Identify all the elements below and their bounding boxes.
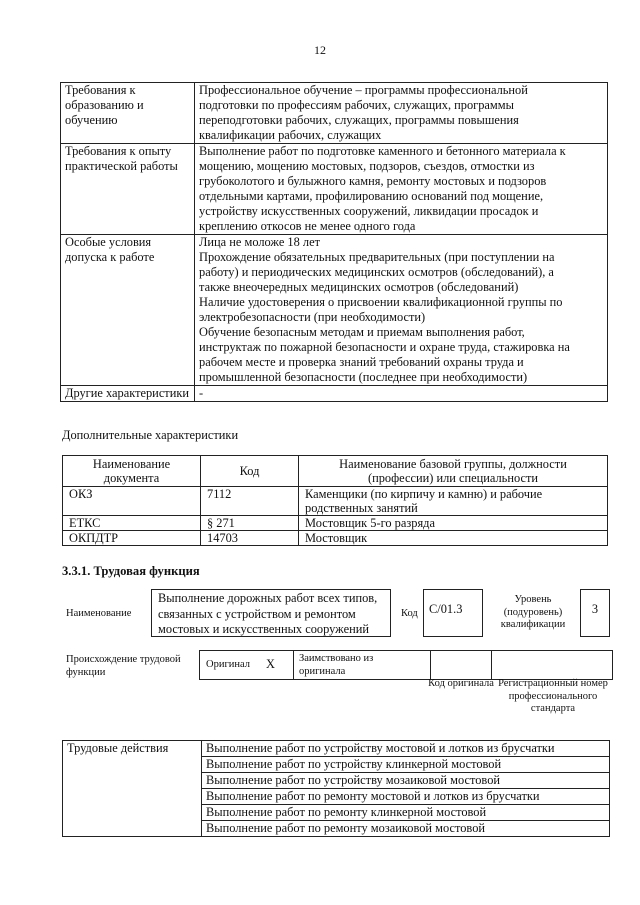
doc-cell: ЕТКС (63, 516, 201, 531)
requirement-line: также внеочередных медицинских осмотров (обследований) (199, 280, 519, 294)
requirement-line: инструктаж по пожарной безопасности и охране труда, стажировка на (199, 340, 570, 354)
doc-cell: ОКЗ (63, 487, 201, 516)
requirement-value (195, 83, 608, 144)
requirement-line: - (199, 386, 204, 400)
header-doc: Наименование документа (63, 456, 201, 487)
origin-box (199, 650, 613, 680)
requirement-line: Лица не моложе 18 лет (199, 235, 321, 249)
requirement-row (61, 386, 608, 402)
requirement-line: работу) и периодических медицинских осмотров (обследований), а (199, 265, 554, 279)
table-row (63, 516, 608, 531)
level-label: Уровень (подуровень) квалификации (500, 594, 566, 630)
requirement-line: креплению откосов не менее одного года (199, 219, 416, 233)
page-number: 12 (314, 43, 326, 57)
code-box: C/01.3 (423, 589, 483, 637)
requirement-value (195, 144, 608, 235)
requirement-line: отдельными картами, профилированию оснований под мощение, (199, 189, 544, 203)
actions-label: Трудовые действия (63, 741, 202, 837)
action-item: Выполнение работ по ремонту мозаиковой мостовой (202, 821, 610, 837)
origin-label: Происхождение трудовой функции (66, 654, 181, 678)
requirement-line: электробезопасности (при необходимости) (199, 310, 426, 324)
level-box: 3 (580, 589, 610, 637)
requirement-line: мощению, мощению мостовых, подзоров, съездов, отмостки из (199, 159, 535, 173)
reg-number-label: Регистрационный номер профессионального стандарта (498, 678, 608, 714)
divider (293, 651, 294, 679)
requirement-line: промышленной безопасности (последнее при необходимости) (199, 370, 528, 384)
requirement-row (61, 235, 608, 386)
header-group: Наименование базовой группы, должности (профессии) или специальности (299, 456, 608, 487)
code-original-label: Код оригинала (428, 678, 494, 689)
code-label: Код (401, 608, 418, 619)
requirement-line: Выполнение работ по подготовке каменного и бетонного материала к (199, 144, 566, 158)
function-heading: 3.3.1. Трудовая функция (62, 564, 200, 578)
requirement-label: Особые условия допуска к работе (61, 235, 195, 386)
requirement-line: устройству искусственных сооружений, ликвидации просадок и (199, 204, 539, 218)
action-item: Выполнение работ по устройству мостовой и лотков из брусчатки (202, 741, 610, 757)
name-label: Наименование (66, 608, 132, 619)
group-cell: Мостовщик (299, 531, 608, 546)
requirement-line: Прохождение обязательных предварительных (при поступлении на (199, 250, 555, 264)
requirements-table (60, 82, 608, 402)
code-cell: § 271 (201, 516, 299, 531)
requirement-label: Требования к опыту практической работы (61, 144, 195, 235)
doc-cell: ОКПДТР (63, 531, 201, 546)
requirement-line: квалификации рабочих, служащих (199, 128, 382, 142)
action-item: Выполнение работ по устройству мозаиковой мостовой (202, 773, 610, 789)
requirement-line: Профессиональное обучение – программы профессиональной (199, 83, 528, 97)
original-mark: X (266, 657, 275, 671)
group-cell: Каменщики (по кирпичу и камню) и рабочие родственных занятий (299, 487, 608, 516)
action-item: Выполнение работ по ремонту мостовой и лотков из брусчатки (202, 789, 610, 805)
action-item: Выполнение работ по ремонту клинкерной мостовой (202, 805, 610, 821)
requirement-row (61, 144, 608, 235)
requirement-line: Обучение безопасным методам и приемам выполнения работ, (199, 325, 525, 339)
requirement-label: Другие характеристики (61, 386, 195, 402)
actions-table (62, 740, 610, 837)
code-cell: 7112 (201, 487, 299, 516)
requirement-label: Требования к образованию и обучению (61, 83, 195, 144)
additional-caption: Дополнительные характеристики (62, 428, 239, 442)
additional-header-row (63, 456, 608, 487)
requirement-value (195, 386, 608, 402)
borrowed-label: Заимствовано из оригинала (299, 653, 374, 677)
additional-table (62, 455, 608, 546)
group-cell: Мостовщик 5-го разряда (299, 516, 608, 531)
header-code: Код (201, 456, 299, 487)
code-cell: 14703 (201, 531, 299, 546)
action-row (63, 741, 610, 757)
table-row (63, 531, 608, 546)
requirement-line: грубоколотого и булыжного камня, ремонту мостовых и подзоров (199, 174, 547, 188)
table-row (63, 487, 608, 516)
original-label: Оригинал (206, 659, 250, 670)
requirement-line: Наличие удостоверения о присвоении квалификационной группы по (199, 295, 563, 309)
divider (491, 651, 492, 679)
action-item: Выполнение работ по устройству клинкерной мостовой (202, 757, 610, 773)
requirement-line: рабочем месте и проверка знаний требований охраны труда и (199, 355, 524, 369)
divider (430, 651, 431, 679)
requirement-line: подготовки по профессиям рабочих, служащих, программы (199, 98, 514, 112)
function-name-box: Выполнение дорожных работ всех типов, связанных с устройством и ремонтом мостовых и искусственных сооружений (151, 589, 391, 637)
requirement-row (61, 83, 608, 144)
requirement-value (195, 235, 608, 386)
requirement-line: переподготовки рабочих, служащих, программы повышения (199, 113, 519, 127)
